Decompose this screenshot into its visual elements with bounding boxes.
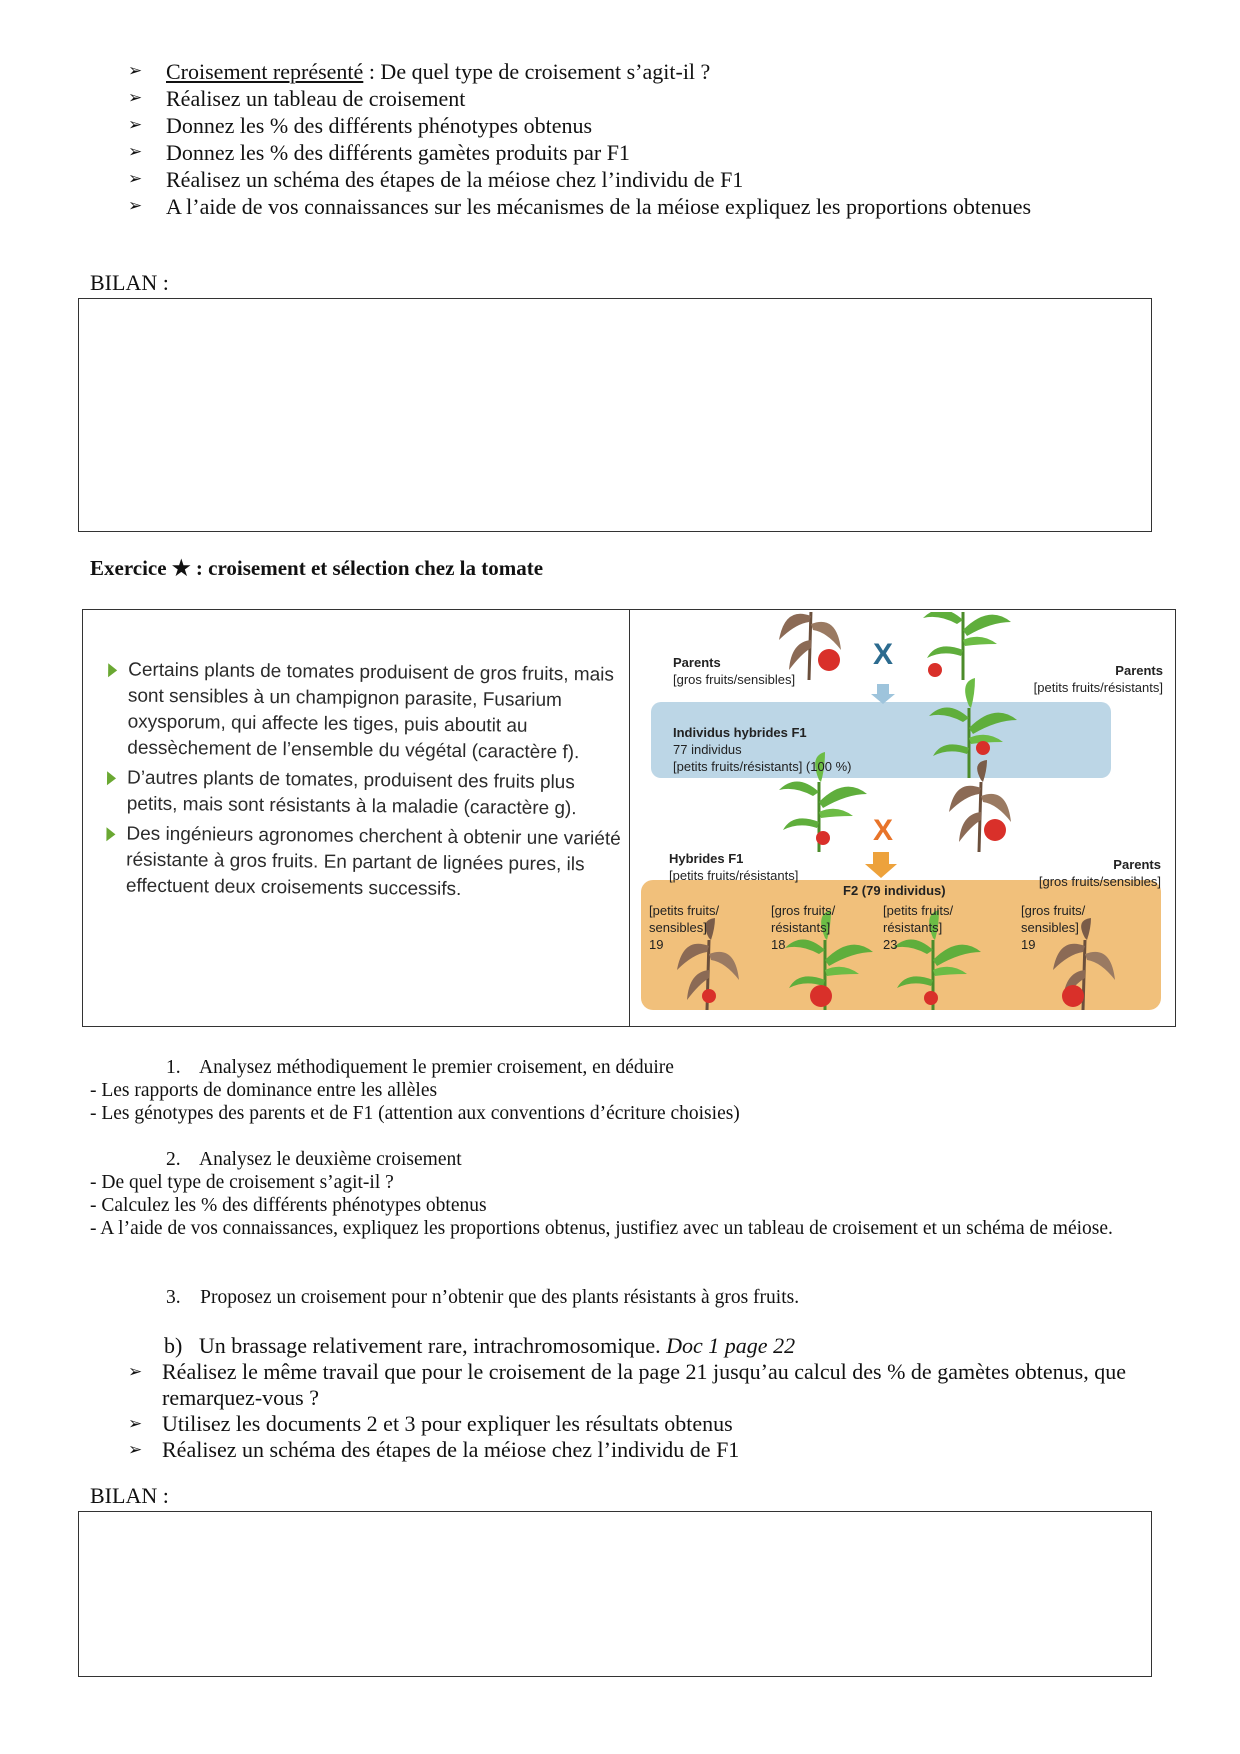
bullet-item: ➢ Réalisez un schéma des étapes de la méiose chez l’individu de F1 bbox=[128, 167, 744, 192]
tomato-icon bbox=[984, 819, 1006, 841]
bullet-item: ➢ Réalisez un schéma des étapes de la méiose chez l’individu de F1 bbox=[128, 1437, 740, 1462]
parent-f2-label: Parents [gros fruits/sensibles] bbox=[1038, 857, 1161, 889]
tomato-icon bbox=[1062, 985, 1084, 1007]
figure-paragraph: Certains plants de tomates produisent de gros fruits, mais sont sensibles à un champignon parasite, Fusarium oxysporum, qui affecte les tiges, puis aboutit au dessèchement de l’ensemble du végétal (caractère f). bbox=[105, 657, 626, 766]
tomato-icon bbox=[816, 831, 830, 845]
exercise-figure bbox=[82, 609, 1176, 1027]
arrow-bullet-icon: ➢ bbox=[128, 115, 143, 135]
tomato-icon bbox=[924, 991, 938, 1005]
arrow-bullet-icon: ➢ bbox=[128, 88, 143, 108]
arrow-bullet-icon: ➢ bbox=[128, 142, 143, 162]
green-triangle-icon bbox=[108, 663, 117, 677]
bullet-item: ➢ Croisement représenté : De quel type de croisement s’agit-il ? bbox=[128, 59, 711, 84]
tomato-icon bbox=[818, 649, 840, 671]
question-2c: - A l’aide de vos connaissances, expliquez les proportions obtenus, justifiez avec un tableau de croisement et un schéma de méiose. bbox=[90, 1218, 1113, 1239]
bullet-item: ➢ Réalisez un tableau de croisement bbox=[128, 86, 466, 111]
f2-group: [petits fruits/ résistants] 23 bbox=[883, 903, 954, 952]
f2-group: [petits fruits/ sensibles] 19 bbox=[649, 903, 720, 952]
tomato-icon bbox=[928, 663, 942, 677]
arrow-bullet-icon: ➢ bbox=[128, 1414, 143, 1434]
arrow-bullet-icon: ➢ bbox=[128, 196, 143, 216]
parent-right-label: Parents [petits fruits/résistants] bbox=[1033, 663, 1163, 695]
section-b-list bbox=[128, 1359, 1128, 1463]
figure-text-panel bbox=[83, 610, 630, 1026]
hybrid-f1-label: Hybrides F1 [petits fruits/résistants] bbox=[669, 851, 799, 883]
f2-group: [gros fruits/ sensibles] 19 bbox=[1021, 903, 1086, 952]
question-2a: - De quel type de croisement s’agit-il ? bbox=[90, 1172, 394, 1193]
tomato-icon bbox=[976, 741, 990, 755]
arrow-bullet-icon: ➢ bbox=[128, 61, 143, 81]
cross-symbol: X bbox=[873, 814, 894, 847]
question-2: 2. Analysez le deuxième croisement bbox=[166, 1149, 462, 1170]
arrow-bullet-icon: ➢ bbox=[128, 169, 143, 189]
f1-label: Individus hybrides F1 77 individus [petits fruits/résistants] (100 %) bbox=[673, 725, 852, 774]
tomato-icon bbox=[702, 989, 716, 1003]
arrow-bullet-icon: ➢ bbox=[128, 1362, 143, 1382]
tomato-icon bbox=[810, 985, 832, 1007]
bilan-label: BILAN : bbox=[90, 270, 169, 295]
exercise-title: Exercice ★ : croisement et sélection chez la tomate bbox=[90, 556, 544, 580]
down-arrow-icon bbox=[871, 684, 895, 704]
question-1a: - Les rapports de dominance entre les allèles bbox=[90, 1080, 438, 1101]
bullet-item: ➢ Réalisez le même travail que pour le croisement de la page 21 jusqu’au calcul des % de gamètes obtenus, que remarquez-vous ? bbox=[128, 1359, 1126, 1410]
parent-left-label: Parents [gros fruits/sensibles] bbox=[673, 655, 796, 687]
green-triangle-icon bbox=[107, 771, 116, 785]
f2-group: [gros fruits/ résistants] 18 bbox=[771, 903, 836, 952]
bullet-item: ➢ Donnez les % des différents gamètes produits par F1 bbox=[128, 140, 630, 165]
cross-symbol: X bbox=[873, 638, 894, 671]
arrow-bullet-icon: ➢ bbox=[128, 1440, 143, 1460]
question-2b: - Calculez les % des différents phénotypes obtenus bbox=[90, 1195, 487, 1216]
question-1: 1. Analysez méthodiquement le premier croisement, en déduire bbox=[166, 1057, 674, 1078]
bilan-label: BILAN : bbox=[90, 1483, 169, 1508]
bilan-answer-box[interactable] bbox=[78, 1511, 1152, 1677]
bullet-item: ➢ Utilisez les documents 2 et 3 pour expliquer les résultats obtenus bbox=[128, 1411, 733, 1436]
figure-text bbox=[104, 657, 627, 908]
figure-paragraph: D’autres plants de tomates, produisent des fruits plus petits, mais sont résistants à la maladie (caractère g). bbox=[105, 765, 626, 822]
cross-diagram-panel bbox=[633, 612, 1171, 1022]
green-triangle-icon bbox=[106, 827, 115, 841]
down-arrow-icon bbox=[865, 852, 897, 878]
figure-paragraph: Des ingénieurs agronomes cherchent à obtenir une variété résistante à gros fruits. En partant de lignées pures, ils effectuent deux croisements successifs. bbox=[104, 821, 625, 904]
section-b-heading: b) Un brassage relativement rare, intrachromosomique. Doc 1 page 22 bbox=[164, 1333, 796, 1358]
question-1b: - Les génotypes des parents et de F1 (attention aux conventions d’écriture choisies) bbox=[90, 1103, 740, 1124]
question-3: 3. Proposez un croisement pour n’obtenir que des plants résistants à gros fruits. bbox=[166, 1287, 800, 1308]
f2-title: F2 (79 individus) bbox=[843, 883, 946, 898]
top-bullet-list bbox=[128, 58, 1088, 220]
bilan-answer-box[interactable] bbox=[78, 298, 1152, 532]
bullet-item: ➢ A l’aide de vos connaissances sur les mécanismes de la méiose expliquez les proportions obtenues bbox=[128, 194, 1032, 219]
bullet-item: ➢ Donnez les % des différents phénotypes obtenus bbox=[128, 113, 593, 138]
